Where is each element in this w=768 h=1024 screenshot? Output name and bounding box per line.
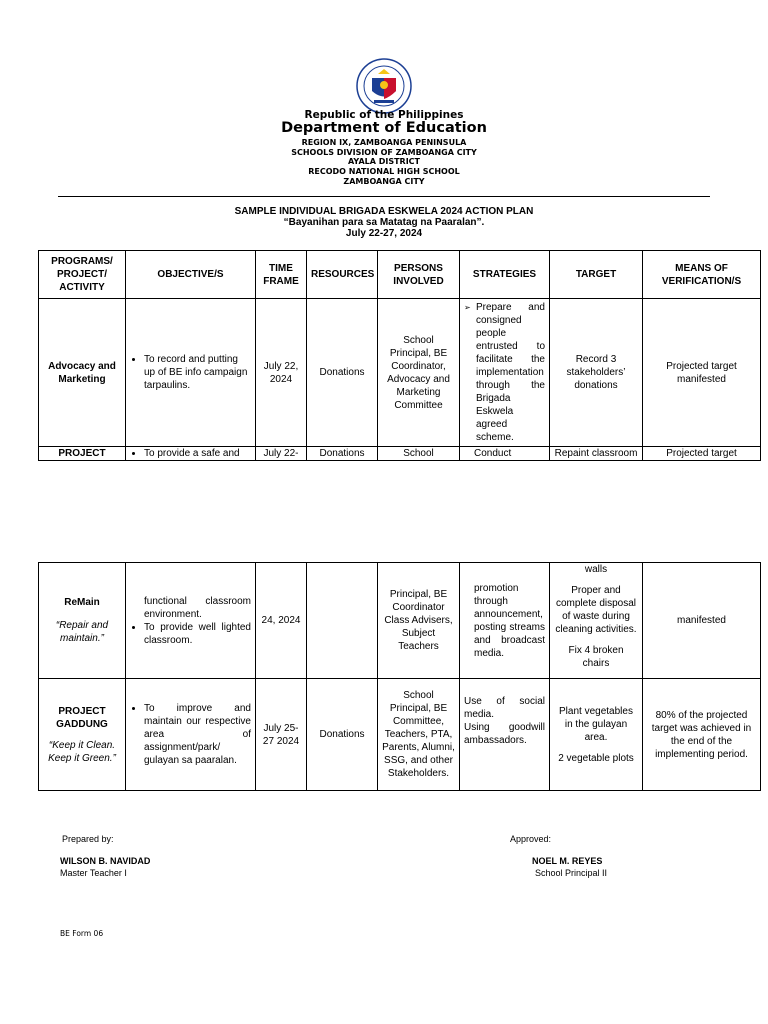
objective-cell — [126, 447, 256, 461]
plan-dates: July 22-27, 2024 — [345, 228, 423, 239]
means-cell: 80% of the projected target was achieved in the end of the implementing period. — [643, 679, 761, 791]
resources-cell: Donations — [307, 299, 378, 447]
means-cell: manifested — [643, 563, 761, 679]
persons-cell: School Principal, BE Committee, Teachers, PTA, Parents, Alumni, SSG, and other Stakeholders. — [378, 679, 460, 791]
col-header-objectives: OBJECTIVE/S — [126, 251, 256, 299]
objective-continuation: functional classroom environment. — [144, 595, 251, 620]
prepared-by-label: Prepared by: — [62, 834, 114, 844]
approved-label: Approved: — [510, 834, 552, 844]
strategy-cell: Conduct — [460, 447, 550, 461]
school-line: RECODO NATIONAL HIGH SCHOOL — [308, 167, 460, 176]
target-cell: Repaint classroom — [550, 447, 643, 461]
means-cell: Projected target manifested — [643, 299, 761, 447]
persons-cell: Principal, BE Coordinator Class Advisers, Subject Teachers — [378, 563, 460, 679]
col-header-means: MEANS OF VERIFICATION/S — [643, 251, 761, 299]
program-cell — [39, 679, 126, 791]
resources-cell — [307, 563, 378, 679]
strategy-item: ➢ Prepare and consigned people entrusted to facilitate the implementation through the Brigada Eskwela agreed scheme. — [476, 301, 545, 444]
target-cell — [550, 679, 643, 791]
approved-name: NOEL M. REYES — [532, 856, 603, 866]
target-cell: Record 3 stakeholders’ donations — [550, 299, 643, 447]
objective-cell — [126, 299, 256, 447]
republic-line: Republic of the Philippines — [304, 109, 464, 121]
time-frame-cell: July 25-27 2024 — [256, 679, 307, 791]
strategy-cell — [460, 679, 550, 791]
strategy-item: Using goodwill ambassadors. — [464, 722, 545, 746]
prepared-by-title: Master Teacher I — [60, 868, 127, 878]
resources-cell: Donations — [307, 679, 378, 791]
col-header-strategies: STRATEGIES — [460, 251, 550, 299]
table-header-row — [39, 251, 761, 299]
objective-item: • To record and putting up of BE info campaign tarpaulins. — [144, 353, 251, 392]
col-header-program: PROGRAMS/ PROJECT/ ACTIVITY — [39, 251, 126, 299]
district-line: AYALA DISTRICT — [347, 157, 421, 166]
time-frame-cell: July 22- — [256, 447, 307, 461]
form-number: BE Form 06 — [60, 929, 104, 938]
target-item: Plant vegetables in the gulayan area. — [559, 705, 633, 743]
resources-cell: Donations — [307, 447, 378, 461]
table-row — [39, 679, 761, 791]
objective-cell — [126, 563, 256, 679]
time-frame-cell: 24, 2024 — [256, 563, 307, 679]
persons-cell: School — [378, 447, 460, 461]
action-plan-table-part1 — [38, 250, 761, 461]
target-item: Fix 4 broken chairs — [568, 645, 624, 669]
program-cell: PROJECT — [39, 447, 126, 461]
target-item: Proper and complete disposal of waste during cleaning activities. — [555, 585, 637, 635]
col-header-target: TARGET — [550, 251, 643, 299]
objective-item: • To provide a safe and — [144, 447, 251, 460]
deped-seal-icon — [356, 58, 412, 114]
program-name: PROJECT GADDUNG — [56, 705, 108, 730]
action-plan-table-part2 — [38, 562, 761, 791]
objective-cell — [126, 679, 256, 791]
division-line: SCHOOLS DIVISION OF ZAMBOANGA CITY — [291, 148, 477, 157]
target-continuation: walls — [584, 564, 608, 575]
table-row — [39, 563, 761, 679]
plan-theme: “Bayanihan para sa Matatag na Paaralan”. — [283, 217, 485, 228]
persons-cell: School Principal, BE Coordinator, Advocacy and Marketing Committee — [378, 299, 460, 447]
region-line: REGION IX, ZAMBOANGA PENINSULA — [301, 138, 467, 147]
objective-item: • To provide well lighted classroom. — [144, 621, 251, 647]
means-cell: Projected target — [643, 447, 761, 461]
program-cell: Advocacy and Marketing — [39, 299, 126, 447]
plan-title: SAMPLE INDIVIDUAL BRIGADA ESKWELA 2024 ACTION PLAN — [234, 206, 534, 217]
table-row — [39, 447, 761, 461]
program-name: ReMain — [64, 597, 100, 608]
approved-title: School Principal II — [535, 868, 608, 878]
target-item: 2 vegetable plots — [558, 752, 634, 764]
time-frame-cell: July 22, 2024 — [256, 299, 307, 447]
department-name: Department of Education — [281, 120, 487, 136]
col-header-resources: RESOURCES — [307, 251, 378, 299]
table-row — [39, 299, 761, 447]
program-cell — [39, 563, 126, 679]
program-motto: “Keep it Clean. Keep it Green.” — [48, 739, 116, 764]
strategy-cell — [460, 299, 550, 447]
program-motto: “Repair and maintain.” — [55, 620, 109, 644]
strategy-item: Use of social media. — [464, 696, 545, 720]
prepared-by-name: WILSON B. NAVIDAD — [60, 856, 151, 866]
strategy-cell: promotion through announcement, posting streams and broadcast media. — [460, 563, 550, 679]
col-header-persons: PERSONS INVOLVED — [378, 251, 460, 299]
col-header-time-frame: TIME FRAME — [256, 251, 307, 299]
objective-item: • To improve and maintain our respective area of assignment/park/ gulayan sa paaralan. — [144, 702, 251, 767]
header-divider — [58, 196, 710, 197]
city-line: ZAMBOANGA CITY — [343, 177, 425, 186]
target-cell — [550, 563, 643, 679]
